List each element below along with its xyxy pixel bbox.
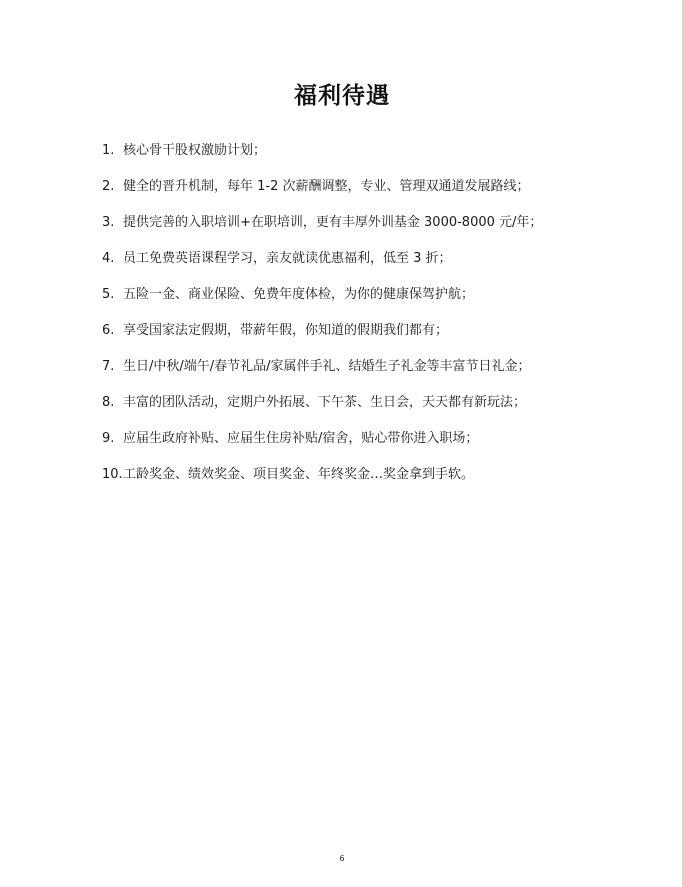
list-item-number: 1. — [102, 143, 115, 158]
list-item — [102, 277, 662, 313]
list-item-text: 核心骨干股权激励计划； — [123, 143, 267, 158]
list-item-number: 10. — [102, 467, 123, 482]
list-item — [102, 457, 662, 493]
list-item — [102, 313, 662, 349]
list-item-number: 7. — [102, 359, 115, 374]
list-item-number: 8. — [102, 395, 115, 410]
list-item-text: 生日/中秋/端午/春节礼品/家属伴手礼、结婚生子礼金等丰富节日礼金； — [123, 359, 531, 374]
list-item — [102, 421, 662, 457]
list-item-text: 工龄奖金、绩效奖金、项目奖金、年终奖金…奖金拿到手软。 — [123, 467, 475, 482]
benefits-list — [102, 133, 662, 493]
list-item-text: 应届生政府补贴、应届生住房补贴/宿舍，贴心带你进入职场； — [123, 431, 479, 446]
list-item-number: 3. — [102, 215, 115, 230]
list-item — [102, 133, 662, 169]
list-item-number: 9. — [102, 431, 115, 446]
list-item-text: 丰富的团队活动，定期户外拓展、下午茶、生日会，天天都有新玩法； — [123, 395, 527, 410]
list-item-text: 健全的晋升机制，每年 1-2 次薪酬调整，专业、管理双通道发展路线； — [123, 179, 530, 194]
list-item-text: 享受国家法定假期，带薪年假，你知道的假期我们都有； — [123, 323, 449, 338]
list-item — [102, 205, 662, 241]
list-item-text: 五险一金、商业保险、免费年度体检，为你的健康保驾护航； — [123, 287, 475, 302]
list-item — [102, 349, 662, 385]
list-item-number: 2. — [102, 179, 115, 194]
page-number: 6 — [339, 854, 345, 863]
list-item-text: 提供完善的入职培训+在职培训，更有丰厚外训基金 3000-8000 元/年； — [123, 215, 543, 230]
list-item-number: 5. — [102, 287, 115, 302]
list-item-text: 员工免费英语课程学习，亲友就读优惠福利，低至 3 折； — [123, 251, 452, 266]
list-item — [102, 169, 662, 205]
list-item — [102, 241, 662, 277]
list-item-number: 6. — [102, 323, 115, 338]
page-title: 福利待遇 — [294, 83, 390, 110]
list-item-number: 4. — [102, 251, 115, 266]
list-item — [102, 385, 662, 421]
